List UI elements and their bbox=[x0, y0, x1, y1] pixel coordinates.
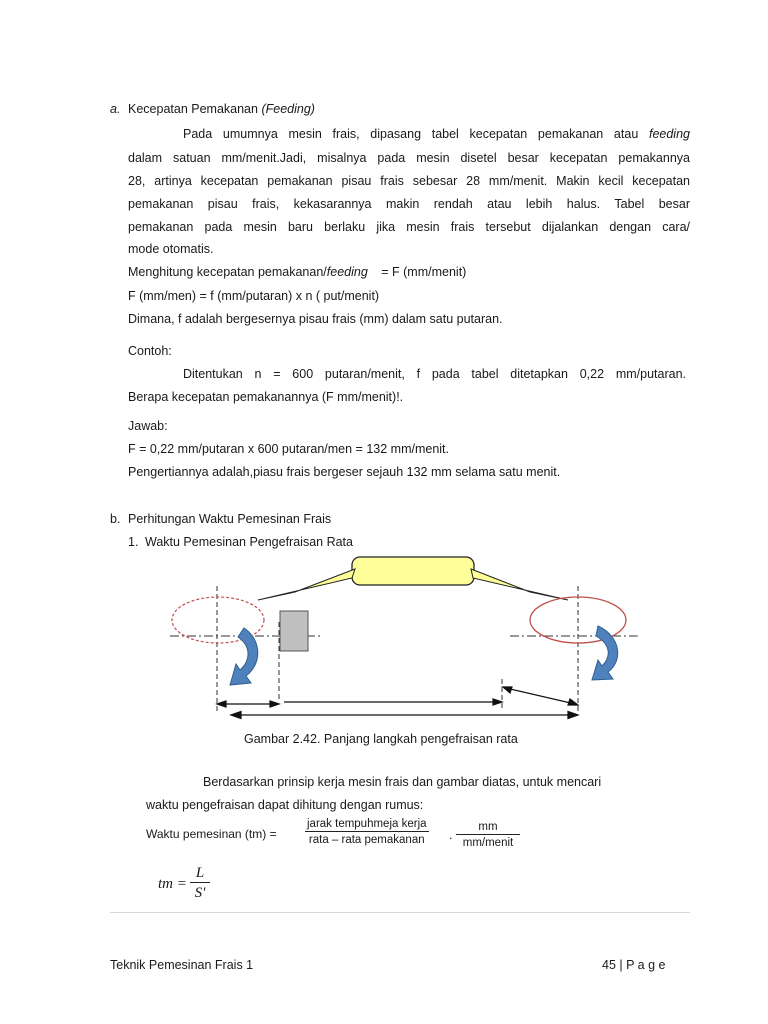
footer-divider bbox=[110, 912, 690, 913]
cutter-shape bbox=[352, 557, 474, 585]
jawab-line: Pengertiannya adalah,piasu frais bergeser sejauh 132 mm selama satu menit. bbox=[128, 465, 561, 479]
arrowhead bbox=[217, 701, 226, 707]
tm-lhs: tm = bbox=[158, 876, 187, 892]
formula-label: Waktu pemesinan (tm) = bbox=[146, 827, 277, 841]
paragraph-line: pemakanan pisau frais, kekasarannya makin rendah atau lebih halus. Tabel besar bbox=[128, 197, 690, 211]
paragraph-line: Pada umumnya mesin frais, dipasang tabel kecepatan pemakanan atau feeding bbox=[183, 127, 690, 141]
formula-feeding: Menghitung kecepatan pemakanan/feeding = F (mm/menit) bbox=[128, 265, 467, 279]
section-a-title-italic: (Feeding) bbox=[261, 102, 315, 116]
footer-title: Teknik Pemesinan Frais 1 bbox=[110, 958, 254, 972]
section-b-heading bbox=[110, 511, 332, 527]
paragraph-line: 28, artinya kecepatan pemakanan pisau frais sebesar 28 mm/menit. Makin kecil kecepatan bbox=[128, 174, 690, 188]
contoh-line: Berapa kecepatan pemakanannya (F mm/menit)!. bbox=[128, 390, 404, 404]
dimension-overrun bbox=[506, 688, 575, 704]
fraction-units: mm mm/menit bbox=[456, 820, 520, 850]
rotation-arrow-left bbox=[230, 628, 258, 685]
fraction-distance-feed: jarak tempuhmeja kerja rata – rata pemakanan bbox=[307, 818, 427, 846]
page-number: 45 | P a g e bbox=[602, 958, 666, 972]
jawab-label: Jawab: bbox=[128, 419, 168, 433]
subsection-heading bbox=[128, 534, 353, 550]
paragraph-line: pemakanan pada mesin baru berlaku jika mesin frais tersebut dijalankan dengan cara/ bbox=[128, 220, 690, 234]
tm-fraction: $\frac{L}{S'}$ bbox=[190, 864, 210, 902]
contoh-label: Contoh: bbox=[128, 344, 172, 358]
contoh-line: Ditentukan n = 600 putaran/menit, f pada tabel ditetapkan 0,22 mm/putaran. bbox=[183, 367, 686, 381]
arrowhead bbox=[493, 699, 502, 705]
section-a-title: Kecepatan Pemakanan bbox=[128, 102, 258, 116]
rotation-arrow-right bbox=[592, 626, 618, 680]
section-a-marker: a. bbox=[110, 102, 121, 116]
section-b-title: Perhitungan Waktu Pemesinan Frais bbox=[128, 512, 332, 526]
workpiece bbox=[280, 611, 308, 651]
arrowhead bbox=[568, 699, 578, 705]
multiplication-dot: . bbox=[449, 828, 453, 842]
paragraph-line: dalam satuan mm/menit.Jadi, misalnya pada mesin disetel besar kecepatan pemakannya bbox=[128, 151, 690, 165]
subsection-marker: 1. bbox=[128, 535, 139, 549]
arrowhead bbox=[231, 712, 241, 719]
arrowhead bbox=[503, 687, 512, 693]
arrowhead bbox=[568, 712, 578, 719]
section-a-heading bbox=[110, 101, 315, 117]
arrowhead bbox=[270, 701, 279, 707]
section-b-marker: b. bbox=[110, 512, 121, 526]
figure-caption: Gambar 2.42. Panjang langkah pengefraisan rata bbox=[244, 732, 518, 746]
formula-f: F (mm/men) = f (mm/putaran) x n ( put/menit) bbox=[128, 289, 380, 303]
milling-diagram bbox=[150, 552, 650, 724]
cutter-leg-right bbox=[471, 569, 568, 600]
subsection-title: Waktu Pemesinan Pengefraisan Rata bbox=[145, 535, 353, 549]
jawab-line: F = 0,22 mm/putaran x 600 putaran/men = 132 mm/menit. bbox=[128, 442, 449, 456]
paragraph-line: mode otomatis. bbox=[128, 242, 214, 256]
paragraph-line: Berdasarkan prinsip kerja mesin frais dan gambar diatas, untuk mencari bbox=[203, 775, 602, 789]
paragraph-line: waktu pengefraisan dapat dihitung dengan rumus: bbox=[146, 798, 424, 812]
formula-definition: Dimana, f adalah bergesernya pisau frais (mm) dalam satu putaran. bbox=[128, 312, 503, 326]
cutter-leg-left bbox=[258, 569, 355, 600]
